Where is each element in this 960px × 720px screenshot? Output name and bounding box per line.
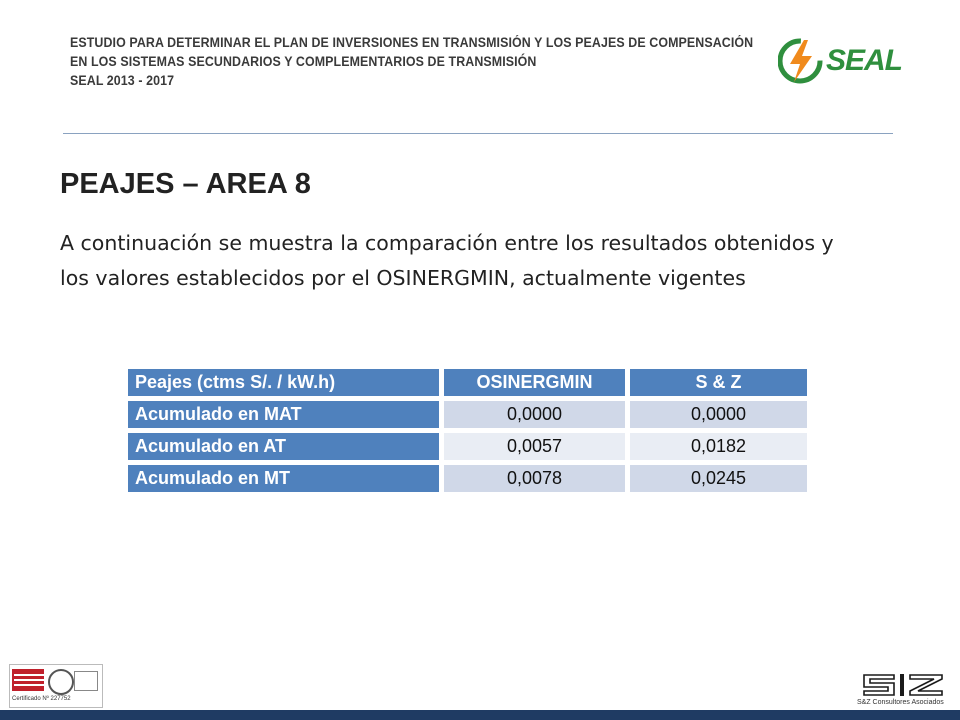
table-row <box>128 465 807 492</box>
header-osinergmin: OSINERGMIN <box>444 369 625 396</box>
page-title: PEAJES – AREA 8 <box>60 168 311 200</box>
header-divider <box>63 133 893 134</box>
table-row <box>128 433 807 460</box>
osinergmin-value: 0,0078 <box>444 465 625 492</box>
row-label: Acumulado en MAT <box>128 401 439 428</box>
table-header-row <box>128 369 807 396</box>
sz-logo-icon <box>862 672 944 698</box>
header-line-1: ESTUDIO PARA DETERMINAR EL PLAN DE INVERSIONES EN TRANSMISIÓN Y LOS PEAJES DE COMPENSACIÓN <box>70 35 754 50</box>
certification-badge <box>9 664 103 708</box>
consultant-name: S&Z Consultores Asociados <box>857 699 944 706</box>
osinergmin-value: 0,0057 <box>444 433 625 460</box>
header-tolls: Peajes (ctms S/. / kW.h) <box>128 369 439 396</box>
sz-value: 0,0182 <box>630 433 807 460</box>
sz-value: 0,0245 <box>630 465 807 492</box>
document-header <box>70 33 754 90</box>
sz-value: 0,0000 <box>630 401 807 428</box>
osinergmin-value: 0,0000 <box>444 401 625 428</box>
logo-wordmark: SEAL <box>826 44 903 77</box>
row-label: Acumulado en MT <box>128 465 439 492</box>
table-row <box>128 401 807 428</box>
tolls-comparison-table <box>123 364 812 497</box>
header-line-3: SEAL 2013 - 2017 <box>70 73 175 88</box>
row-label: Acumulado en AT <box>128 433 439 460</box>
header-sz: S & Z <box>630 369 807 396</box>
certificate-number: Certificado Nº 227752 <box>12 696 71 702</box>
certification-seal-icon <box>48 669 74 695</box>
header-line-2: EN LOS SISTEMAS SECUNDARIOS Y COMPLEMENTARIOS DE TRANSMISIÓN <box>70 54 537 69</box>
bottom-bar <box>0 710 960 720</box>
bureau-veritas-icon <box>12 669 44 691</box>
intro-paragraph: A continuación se muestra la comparación entre los resultados obtenidos y los valores establecidos por el OSINERGMIN, actualmente vigentes <box>60 231 834 290</box>
ukas-icon <box>74 671 98 691</box>
